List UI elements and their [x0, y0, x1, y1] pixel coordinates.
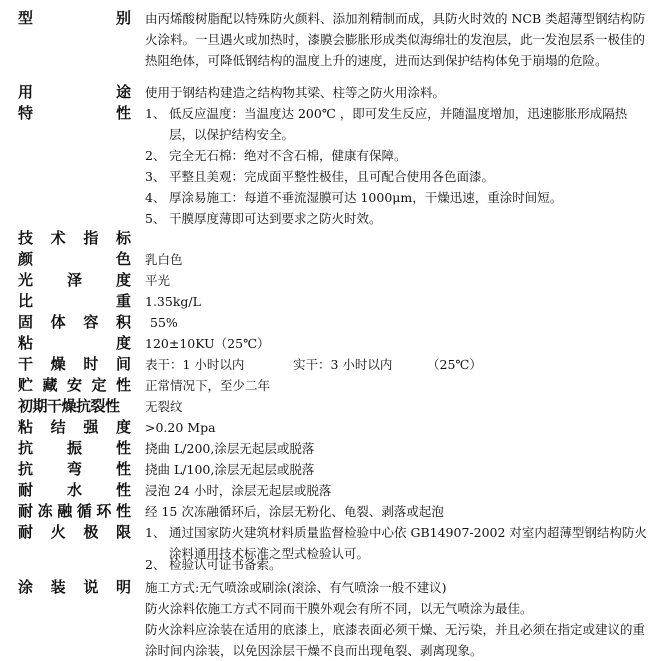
viscosity-value: 120±10KU（25℃）: [145, 336, 270, 351]
coating-line: 防火涂料依施工方式不同而干膜外观会有所不同，以无气喷涂为最佳。: [145, 601, 533, 616]
gloss-label: 光 泽 度: [18, 271, 131, 289]
solids-label: 固 体 容 积: [18, 313, 131, 331]
bond-value: >0.20 Mpa: [145, 420, 216, 435]
type-text: 由丙烯酸树脂配以特殊防火颜料、添加剂精制而成，具防火时效的 NCB 类超薄型钢结构防火涂料。一旦遇火或加热时，漆膜会膨胀形成类似海绵壮的发泡层，此一发泡层系一极佳的热阻绝体，可降低钢结构的温度上升的速度，进而达到保护结构体免于崩塌的危险。: [145, 11, 646, 68]
coating-line: 防火涂料应涂装在适用的底漆上，底漆表面必须干燥、无污染，并且必须在指定或建议的重涂时间内涂装，以免因涂层干燥不良而出现龟裂、剥离现象。: [145, 622, 646, 658]
usage-text: 使用于钢结构建造之结构物其梁、柱等之防火用涂料。: [145, 85, 446, 100]
fire-label: 耐 火 极 限: [18, 523, 131, 541]
drying-hard: 实干：3 小时以内: [293, 357, 393, 372]
drying-label: 干 燥 时 间: [18, 355, 131, 373]
features-label: 特 性: [18, 104, 131, 122]
crack-value: 无裂纹: [145, 399, 183, 414]
tech-label: 技 术 指 标: [18, 229, 131, 247]
storage-value: 正常情况下，至少二年: [145, 378, 271, 393]
water-value: 浸泡 24 小时，涂层无起层或脱落: [145, 483, 332, 498]
freeze-value: 经 15 次冻融循环后，涂层无粉化、龟裂、剥落或起泡: [145, 504, 444, 519]
coating-label: 涂 装 说 明: [18, 578, 131, 596]
bending-value: 挠曲 L/100,涂层无起层或脱落: [145, 462, 315, 477]
color-value: 乳白色: [145, 252, 183, 267]
storage-label: 贮 藏 安 定 性: [18, 376, 131, 394]
density-value: 1.35kg/L: [145, 294, 201, 309]
gloss-value: 平光: [145, 273, 171, 288]
drying-temp: （25℃）: [427, 357, 482, 372]
water-label: 耐 水 性: [18, 481, 131, 499]
vibration-label: 抗 振 性: [18, 439, 131, 457]
type-label: 型 别: [18, 9, 131, 27]
freeze-label: 耐 冻 融 循 环 性: [18, 502, 131, 520]
coating-line: 施工方式:无气喷涂或刷涂(滚涂、有气喷涂一般不建议): [145, 580, 447, 595]
color-label: 颜 色: [18, 250, 131, 268]
drying-surface: 表干：1 小时以内: [145, 357, 245, 372]
solids-value: 55%: [150, 315, 178, 330]
crack-label: 初期干燥抗裂性: [18, 397, 120, 415]
bending-label: 抗 弯 性: [18, 460, 131, 478]
usage-label: 用 途: [18, 83, 131, 101]
density-label: 比 重: [18, 292, 131, 310]
bond-label: 粘 结 强 度: [18, 418, 131, 436]
viscosity-label: 粘 度: [18, 334, 131, 352]
vibration-value: 挠曲 L/200,涂层无起层或脱落: [145, 441, 315, 456]
